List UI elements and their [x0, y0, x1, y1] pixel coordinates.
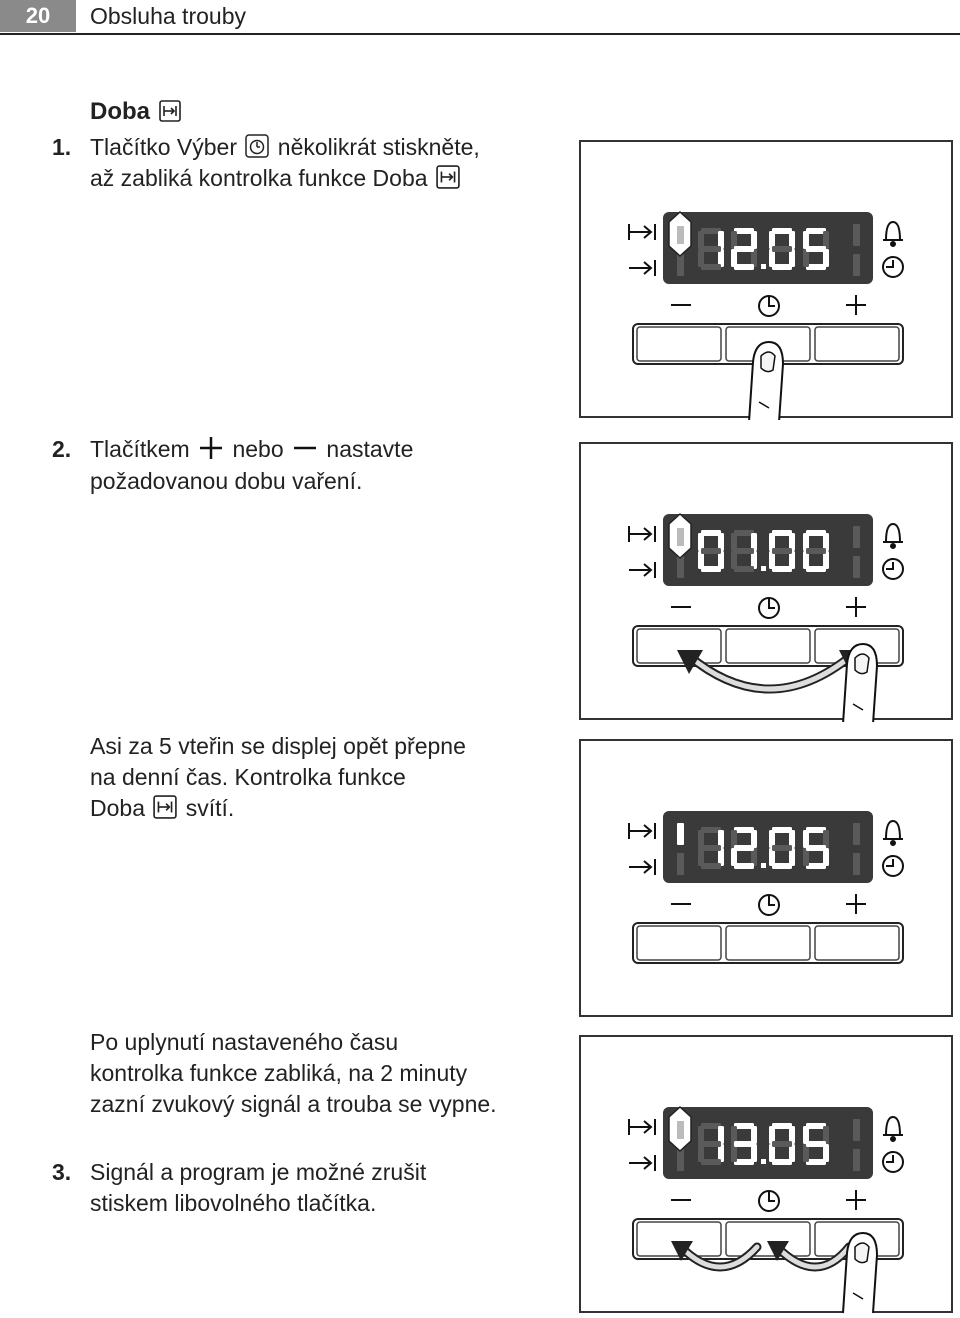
panel-4-illustration: [581, 1037, 955, 1315]
blink-indicator-icon: [669, 1107, 691, 1151]
plus-button-label: [846, 295, 866, 315]
end-time-arrow-icon: [629, 1155, 655, 1171]
pressing-finger: [843, 644, 877, 722]
step-1-text-c: až zabliká kontrolka funkce Doba: [90, 165, 428, 191]
step-1-number: 1.: [52, 134, 72, 160]
step-2-text-a: Tlačítkem: [90, 436, 190, 462]
panel-3-illustration: [581, 741, 955, 1019]
duration-arrow-icon: [629, 823, 655, 839]
panel-1-illustration: [581, 142, 955, 420]
minus-button: [637, 926, 721, 960]
step-1-text-b: několikrát stiskněte,: [277, 134, 480, 160]
clock-icon: [883, 257, 903, 277]
end-time-indicator: [677, 254, 684, 276]
minus-icon: [292, 436, 318, 460]
minus-button: [637, 327, 721, 361]
display-colon-dot: [761, 1159, 766, 1164]
step-3-line1: Signál a program je možné zrušit: [90, 1159, 427, 1185]
panel-1: [579, 140, 953, 418]
select-clock-icon: [245, 134, 269, 158]
clock-indicator: [853, 853, 860, 875]
display-colon-dot: [761, 863, 766, 868]
page-number: 20: [0, 0, 76, 32]
step-2-line1: [90, 434, 413, 465]
clock-indicator: [853, 254, 860, 276]
section-title: [90, 96, 183, 127]
page-header-title: Obsluha trouby: [90, 3, 246, 29]
paragraph-4-line2: kontrolka funkce zabliká, na 2 minuty: [90, 1060, 468, 1086]
step-2-number: 2.: [52, 436, 72, 462]
alarm-indicator: [853, 1119, 860, 1141]
end-time-indicator: [677, 853, 684, 875]
clock-indicator: [853, 556, 860, 578]
paragraph-4-line3: zazní zvukový signál a trouba se vypne.: [90, 1091, 497, 1117]
paragraph-3-text-b: svítí.: [185, 795, 235, 821]
clock-indicator: [853, 1149, 860, 1171]
panel-4: [579, 1035, 953, 1313]
paragraph-3-line3: [90, 793, 234, 824]
bell-icon: [883, 524, 903, 548]
alarm-indicator: [853, 526, 860, 548]
paragraph-3-line1: Asi za 5 vteřin se displej opět přepne: [90, 733, 466, 759]
step-3-number: 3.: [52, 1159, 72, 1185]
step-2-text-b: nebo: [232, 436, 284, 462]
select-button-label: [759, 895, 779, 915]
select-button: [726, 1222, 810, 1256]
bell-icon: [883, 222, 903, 246]
step-2-text-c: nastavte: [326, 436, 414, 462]
header-rule: [0, 33, 960, 35]
pressing-finger: [843, 1233, 877, 1313]
panel-3: [579, 739, 953, 1017]
display-colon-dot: [761, 566, 766, 571]
plus-button: [815, 926, 899, 960]
select-button-label: [759, 598, 779, 618]
duration-indicator: [677, 823, 684, 845]
step-1-line1: [90, 132, 480, 163]
select-button-label: [759, 1191, 779, 1211]
section-title-text: Doba: [90, 98, 150, 125]
step-2-line2: požadovanou dobu vaření.: [90, 468, 363, 494]
alarm-indicator: [853, 224, 860, 246]
end-time-indicator: [677, 556, 684, 578]
step-3-line2: stiskem libovolného tlačítka.: [90, 1190, 377, 1216]
duration-icon: [153, 795, 177, 819]
plus-icon: [198, 436, 224, 460]
end-time-indicator: [677, 1149, 684, 1171]
clock-icon: [883, 559, 903, 579]
display-screen: [663, 514, 873, 586]
display-screen: [663, 811, 873, 883]
panel-2-illustration: [581, 444, 955, 722]
blink-indicator-icon: [669, 514, 691, 558]
paragraph-4-line1: Po uplynutí nastaveného času: [90, 1029, 399, 1055]
pressing-finger: [749, 342, 783, 420]
step-1-text-a: Tlačítko Výber: [90, 134, 237, 160]
paragraph-3-line2: na denní čas. Kontrolka funkce: [90, 764, 406, 790]
clock-icon: [883, 1152, 903, 1172]
display-colon-dot: [761, 264, 766, 269]
end-time-arrow-icon: [629, 859, 655, 875]
plus-button-label: [846, 597, 866, 617]
display-screen: [663, 212, 873, 284]
plus-button-label: [846, 894, 866, 914]
duration-arrow-icon: [629, 224, 655, 240]
display-screen: [663, 1107, 873, 1179]
duration-arrow-icon: [629, 1119, 655, 1135]
select-button: [726, 926, 810, 960]
duration-icon: [159, 100, 181, 122]
plus-button-label: [846, 1190, 866, 1210]
plus-button: [815, 327, 899, 361]
clock-icon: [883, 856, 903, 876]
bell-icon: [883, 821, 903, 845]
bell-icon: [883, 1117, 903, 1141]
end-time-arrow-icon: [629, 260, 655, 276]
minus-button: [637, 629, 721, 663]
duration-icon: [436, 165, 460, 189]
blink-indicator-icon: [669, 212, 691, 256]
select-button: [726, 629, 810, 663]
end-time-arrow-icon: [629, 562, 655, 578]
step-1-line2: [90, 163, 462, 194]
paragraph-3-text-a: Doba: [90, 795, 145, 821]
select-button-label: [759, 296, 779, 316]
panel-2: [579, 442, 953, 720]
duration-arrow-icon: [629, 526, 655, 542]
alarm-indicator: [853, 823, 860, 845]
